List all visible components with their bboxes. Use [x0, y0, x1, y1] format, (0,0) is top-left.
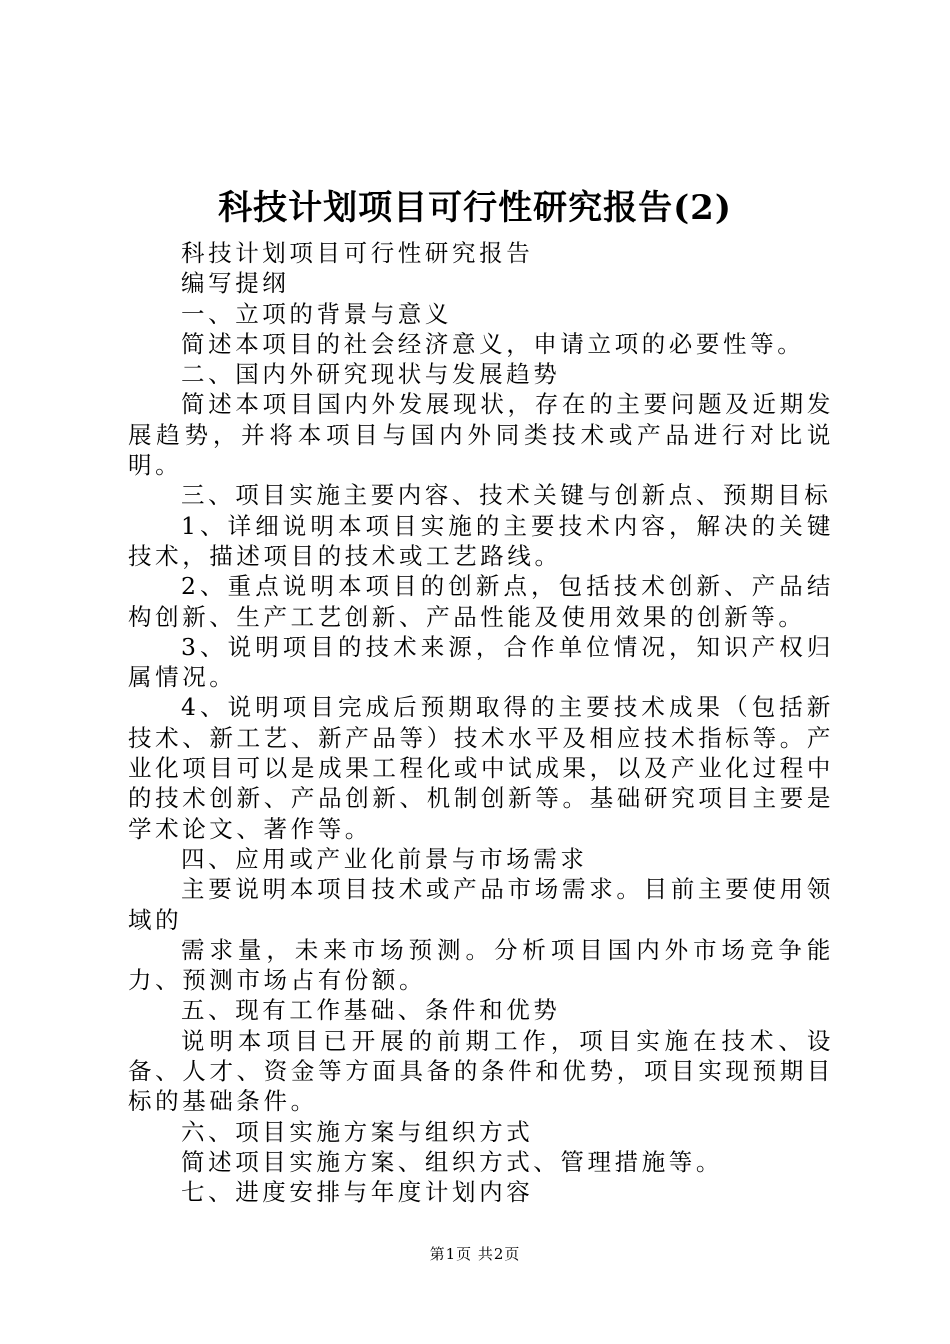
heading-section-2: 二、国内外研究现状与发展趋势 — [181, 360, 561, 389]
document-title: 科技计划项目可行性研究报告(2) — [218, 188, 732, 228]
paragraph-section-5: 说明本项目已开展的前期工作，项目实施在技术、设备、人才、资金等方面具备的条件和优势，项目实现预期目标的基础条件。 — [128, 1026, 834, 1116]
paragraph-section-6: 简述项目实施方案、组织方式、管理措施等。 — [181, 1147, 723, 1176]
heading-section-4: 四、应用或产业化前景与市场需求 — [181, 844, 588, 873]
paragraph-subtitle: 科技计划项目可行性研究报告 — [181, 239, 534, 267]
document-body — [128, 238, 834, 1208]
paragraph-outline: 编写提纲 — [181, 269, 290, 298]
page-number-footer: 第1页 共2页 — [429, 1245, 521, 1263]
paragraph-section-3-item-1: 1、详细说明本项目实施的主要技术内容，解决的关键技术，描述项目的技术或工艺路线。 — [128, 511, 834, 570]
paragraph-section-3-item-2: 2、重点说明本项目的创新点，包括技术创新、产品结构创新、生产工艺创新、产品性能及使用效果的创新等。 — [128, 572, 834, 631]
heading-section-7: 七、进度安排与年度计划内容 — [181, 1178, 534, 1207]
paragraph-section-3-item-4: 4、说明项目完成后预期取得的主要技术成果（包括新技术、新工艺、新产品等）技术水平及相应技术指标等。产业化项目可以是成果工程化或中试成果，以及产业化过程中的技术创新、产品创新、机制创新等。基础研究项目主要是学术论文、著作等。 — [128, 693, 834, 843]
heading-section-1: 一、立项的背景与意义 — [181, 299, 452, 328]
paragraph-section-1: 简述本项目的社会经济意义，申请立项的必要性等。 — [181, 329, 805, 358]
heading-section-6: 六、项目实施方案与组织方式 — [181, 1117, 534, 1146]
paragraph-section-4-part-2: 需求量，未来市场预测。分析项目国内外市场竞争能力、预测市场占有份额。 — [128, 935, 834, 995]
paragraph-section-2: 简述本项目国内外发展现状，存在的主要问题及近期发展趋势，并将本项目与国内外同类技术或产品进行对比说明。 — [128, 390, 834, 480]
heading-section-5: 五、现有工作基础、条件和优势 — [181, 996, 561, 1025]
paragraph-section-4-part-1: 主要说明本项目技术或产品市场需求。目前主要使用领域的 — [128, 875, 834, 934]
heading-section-3: 三、项目实施主要内容、技术关键与创新点、预期目标 — [181, 481, 832, 510]
paragraph-section-3-item-3: 3、说明项目的技术来源，合作单位情况，知识产权归属情况。 — [128, 632, 834, 692]
